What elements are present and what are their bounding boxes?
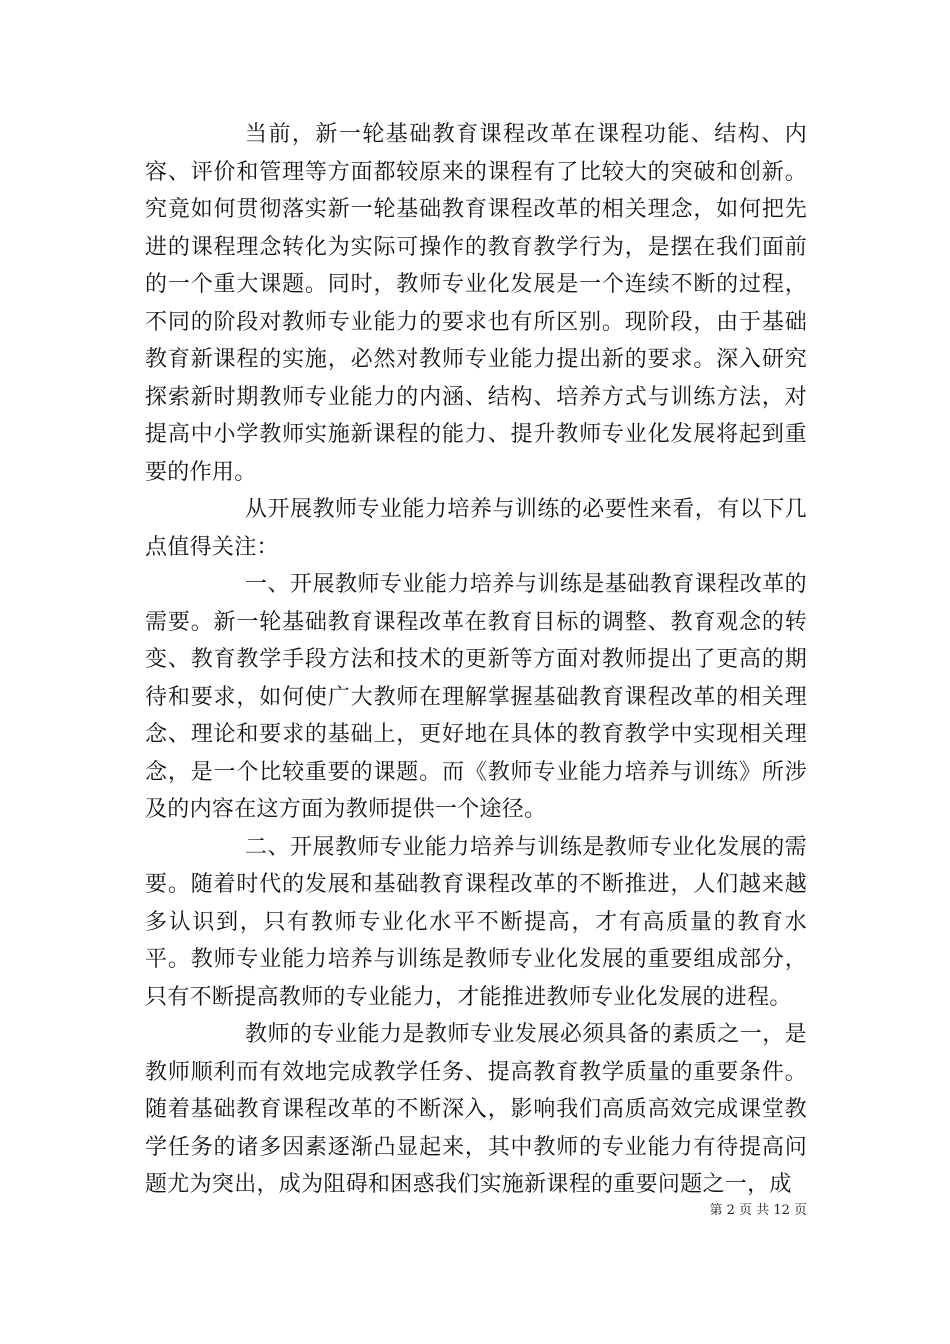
paragraph-point-one: 一、开展教师专业能力培养与训练是基础教育课程改革的需要。新一轮基础教育课程改革在教育目标的调整、教育观念的转变、教育教学手段方法和技术的更新等方面对教师提出了更高的期待和要求，如何使广大教师在理解掌握基础教育课程改革的相关理念、理论和要求的基础上，更好地在具体的教育教学中实现相关理念，是一个比较重要的课题。而《教师专业能力培养与训练》所涉及的内容在这方面为教师提供一个途径。 xyxy=(145,572,807,822)
document-body xyxy=(145,116,807,1204)
paragraph-point-two: 二、开展教师专业能力培养与训练是教师专业化发展的需要。随着时代的发展和基础教育课程改革的不断推进，人们越来越多认识到，只有教师专业化水平不断提高，才有高质量的教育水平。教师专业能力培养与训练是教师专业化发展的重要组成部分，只有不断提高教师的专业能力，才能推进教师专业化发展的进程。 xyxy=(145,834,807,1010)
paragraph-intro: 当前，新一轮基础教育课程改革在课程功能、结构、内容、评价和管理等方面都较原来的课程有了比较大的突破和创新。究竟如何贯彻落实新一轮基础教育课程改革的相关理念，如何把先进的课程理念转化为实际可操作的教育教学行为，是摆在我们面前的一个重大课题。同时，教师专业化发展是一个连续不断的过程，不同的阶段对教师专业能力的要求也有所区别。现阶段，由于基础教育新课程的实施，必然对教师专业能力提出新的要求。深入研究探索新时期教师专业能力的内涵、结构、培养方式与训练方法，对提高中小学教师实施新课程的能力、提升教师专业化发展将起到重要的作用。 xyxy=(145,122,807,485)
paragraph-professional-ability: 教师的专业能力是教师专业发展必须具备的素质之一，是教师顺利而有效地完成教学任务、提高教育教学质量的重要条件。随着基础教育课程改革的不断深入，影响我们高质高效完成课堂教学任务的诸多因素逐渐凸显起来，其中教师的专业能力有待提高问题尤为突出，成为阻碍和困惑我们实施新课程的重要问题之一，成 xyxy=(145,1022,807,1197)
page-number-footer: 第 2 页 共 12 页 xyxy=(709,1203,807,1218)
paragraph-necessity: 从开展教师专业能力培养与训练的必要性来看，有以下几点值得关注： xyxy=(145,497,807,560)
